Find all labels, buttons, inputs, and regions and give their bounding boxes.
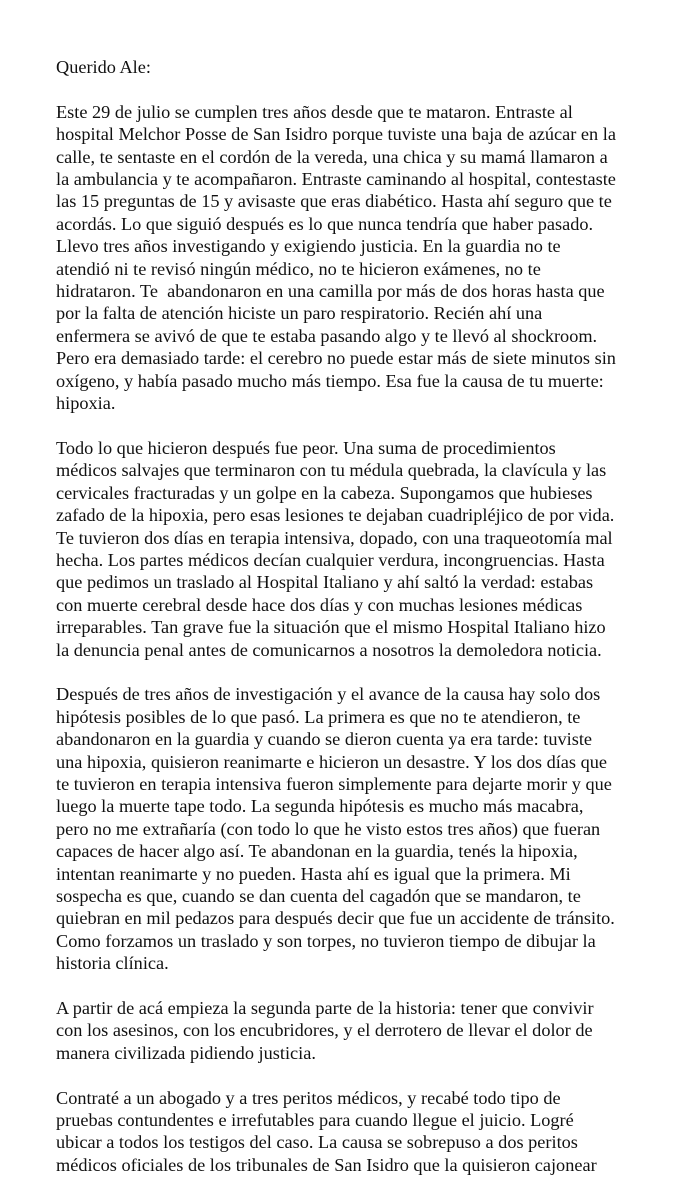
text-line: irreparables. Tan grave fue la situación que el mismo Hospital Italiano hizo bbox=[56, 617, 606, 638]
paragraph-3 bbox=[56, 683, 682, 974]
text-line: Este 29 de julio se cumplen tres años desde que te mataron. Entraste al bbox=[56, 101, 573, 122]
text-line: pero no me extrañaría (con todo lo que he visto estos tres años) que fueran bbox=[56, 818, 601, 839]
text-line: sospecha es que, cuando se dan cuenta del cagadón que se mandaron, te bbox=[56, 885, 581, 906]
text-line: historia clínica. bbox=[56, 953, 169, 974]
text-line: una hipoxia, quisieron reanimarte e hicieron un desastre. Y los dos días que bbox=[56, 751, 607, 772]
text-line: la denuncia penal antes de comunicarnos a nosotros la demoledora noticia. bbox=[56, 639, 602, 660]
text-line: médicos oficiales de los tribunales de San Isidro que la quisieron cajonear bbox=[56, 1154, 597, 1175]
text-line: oxígeno, y había pasado mucho más tiempo. Esa fue la causa de tu muerte: bbox=[56, 370, 604, 391]
text-line: acordás. Lo que siguió después es lo que nunca tendría que haber pasado. bbox=[56, 213, 594, 234]
text-line: Contraté a un abogado y a tres peritos médicos, y recabé todo tipo de bbox=[56, 1087, 561, 1108]
text-line: la ambulancia y te acompañaron. Entraste caminando al hospital, contestaste bbox=[56, 169, 616, 190]
paragraph-2 bbox=[56, 437, 682, 661]
text-line: médicos salvajes que terminaron con tu médula quebrada, la clavícula y las bbox=[56, 460, 607, 481]
text-line: hipótesis posibles de lo que pasó. La primera es que no te atendieron, te bbox=[56, 706, 581, 727]
letter-greeting: Querido Ale: bbox=[56, 57, 151, 77]
text-line: enfermera se avivó de que te estaba pasando algo y te llevó al shockroom. bbox=[56, 325, 598, 346]
text-line: cervicales fracturadas y un golpe en la cabeza. Supongamos que hubieses bbox=[56, 482, 593, 503]
text-line: las 15 preguntas de 15 y avisaste que eras diabético. Hasta ahí seguro que te bbox=[56, 191, 612, 212]
text-line: Llevo tres años investigando y exigiendo justicia. En la guardia no te bbox=[56, 236, 561, 257]
text-line: intentan reanimarte y no pueden. Hasta ahí es igual que la primera. Mi bbox=[56, 863, 571, 884]
text-line: Te tuvieron dos días en terapia intensiva, dopado, con una traqueotomía mal bbox=[56, 527, 613, 548]
text-line: luego la muerte tape todo. La segunda hipótesis es mucho más macabra, bbox=[56, 796, 584, 817]
text-line: zafado de la hipoxia, pero esas lesiones te dejaban cuadripléjico de por vida. bbox=[56, 505, 615, 526]
text-line: ubicar a todos los testigos del caso. La causa se sobrepuso a dos peritos bbox=[56, 1132, 578, 1153]
text-line: que pedimos un traslado al Hospital Italiano y ahí saltó la verdad: estabas bbox=[56, 572, 594, 593]
text-line: Como forzamos un traslado y son torpes, no tuvieron tiempo de dibujar la bbox=[56, 930, 596, 951]
text-line: hospital Melchor Posse de San Isidro porque tuviste una baja de azúcar en la bbox=[56, 124, 616, 145]
text-line: manera civilizada pidiendo justicia. bbox=[56, 1042, 316, 1063]
text-line: pruebas contundentes e irrefutables para cuando llegue el juicio. Logré bbox=[56, 1110, 574, 1131]
text-line: hipoxia. bbox=[56, 393, 116, 414]
text-line: con los asesinos, con los encubridores, y el derrotero de llevar el dolor de bbox=[56, 1020, 593, 1041]
text-line: Pero era demasiado tarde: el cerebro no puede estar más de siete minutos sin bbox=[56, 348, 616, 369]
text-line: Todo lo que hicieron después fue peor. Una suma de procedimientos bbox=[56, 437, 556, 458]
letter-body bbox=[56, 56, 682, 1176]
text-line: abandonaron en la guardia y cuando se dieron cuenta ya era tarde: tuviste bbox=[56, 729, 593, 750]
text-line: te tuvieron en terapia intensiva fueron simplemente para dejarte morir y que bbox=[56, 773, 612, 794]
text-line: Después de tres años de investigación y el avance de la causa hay solo dos bbox=[56, 684, 601, 705]
text-line: A partir de acá empieza la segunda parte de la historia: tener que convivir bbox=[56, 998, 594, 1018]
paragraph-1 bbox=[56, 101, 682, 415]
paragraph-5 bbox=[56, 1087, 682, 1177]
text-line: hecha. Los partes médicos decían cualquier verdura, incongruencias. Hasta bbox=[56, 549, 605, 570]
text-line: con muerte cerebral desde hace dos días y con muchas lesiones médicas bbox=[56, 594, 583, 615]
text-line: por la falta de atención hiciste un paro respiratorio. Recién ahí una bbox=[56, 303, 543, 324]
text-line: hidrataron. Te abandonaron en una camilla por más de dos horas hasta que bbox=[56, 281, 605, 302]
paragraph-4 bbox=[56, 997, 682, 1064]
text-line: capaces de hacer algo así. Te abandonan en la guardia, tenés la hipoxia, bbox=[56, 841, 578, 862]
text-line: calle, te sentaste en el cordón de la vereda, una chica y su mamá llamaron a bbox=[56, 146, 608, 167]
text-line: atendió ni te revisó ningún médico, no te hicieron exámenes, no te bbox=[56, 258, 541, 279]
text-line: quiebran en mil pedazos para después decir que fue un accidente de tránsito. bbox=[56, 908, 615, 929]
